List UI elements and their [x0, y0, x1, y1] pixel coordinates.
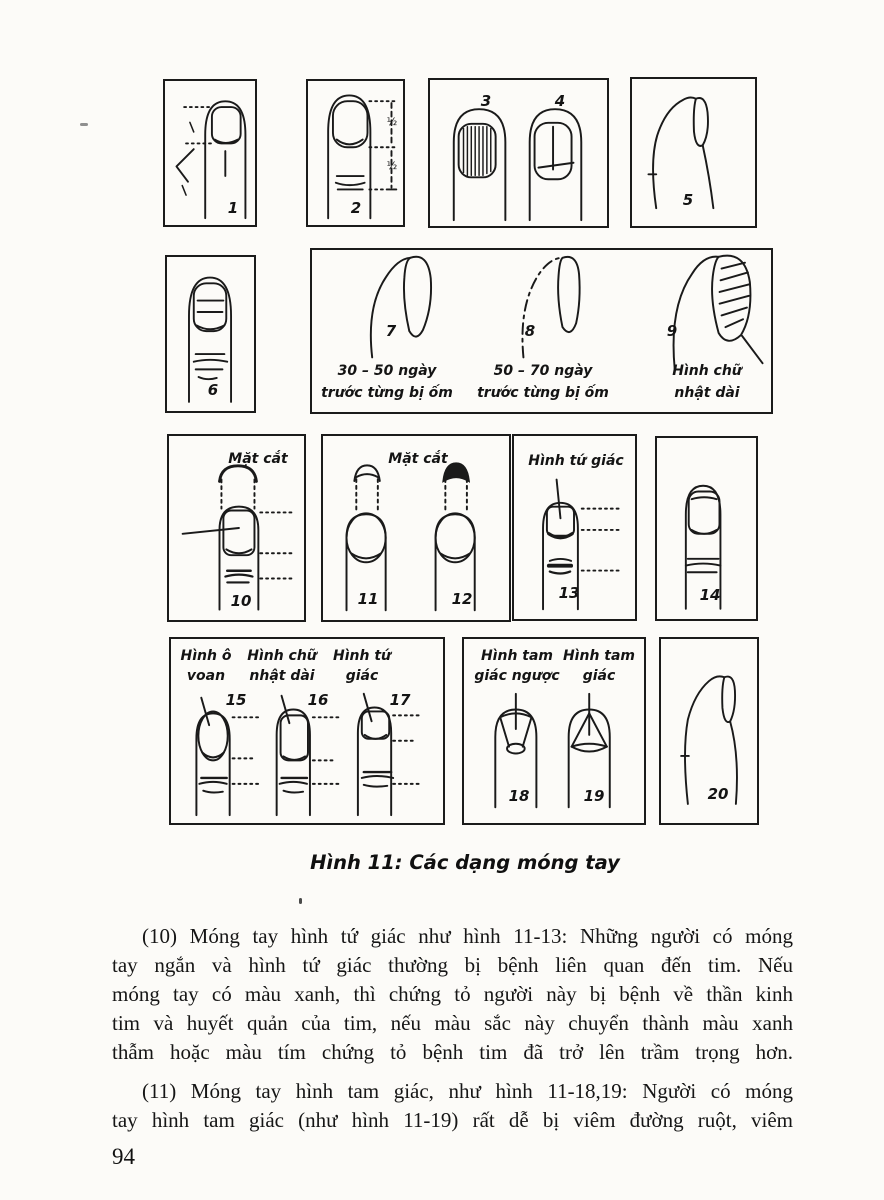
figure-panel-20	[659, 637, 759, 825]
figure-number-7: 7	[385, 322, 397, 340]
figure-label-triangle-line2: giác	[582, 668, 616, 684]
figure-number-9: 9	[666, 322, 678, 340]
figure-panel-7-9	[310, 248, 773, 414]
figure-panel-15-17	[169, 637, 445, 825]
figure-label-oval-line1: Hình ô	[180, 648, 232, 664]
figure-label-8-line1: 50 – 70 ngày	[493, 363, 593, 379]
body-line: móng tay có màu xanh, thì chứng tỏ người này bị bệnh về thần kinh	[112, 982, 793, 1006]
figure-panel-10	[167, 434, 306, 622]
figure-label-long-rect-line2: nhật dài	[249, 668, 315, 684]
body-line: tim và huyết quản của tim, nếu màu sắc này chuyển thành màu xanh	[112, 1011, 793, 1035]
figure-panel-2	[306, 79, 405, 227]
body-line: tay hình tam giác (như hình 11-19) rất dễ bị viêm đường ruột, viêm	[112, 1108, 793, 1132]
figure-number-13: 13	[558, 584, 580, 602]
figure-caption: Hình 11: Các dạng móng tay	[310, 851, 620, 874]
figure-number-1: 1	[227, 199, 239, 217]
figure-label-triangle-line1: Hình tam	[562, 648, 636, 664]
figure-label-9-line2: nhật dài	[674, 385, 740, 401]
figure-panel-5	[630, 77, 757, 228]
figure-panel-3-4	[428, 78, 609, 228]
figure-panel-11-12	[321, 434, 511, 622]
figure-label-quad-line1: Hình tứ	[333, 648, 391, 664]
figure-number-15: 15	[225, 691, 247, 709]
figure-number-2: 2	[350, 199, 362, 217]
figure-number-20: 20	[707, 785, 729, 803]
figure-panel-18-19	[462, 637, 646, 825]
figure-panel-14	[655, 436, 758, 621]
figure-number-16: 16	[307, 691, 329, 709]
figure-label-7-line2: trước từng bị ốm	[321, 385, 453, 401]
figure-label-cross-section-left: Mặt cắt	[228, 451, 288, 467]
paragraph-10	[112, 922, 793, 1067]
scan-speck	[80, 123, 88, 126]
figure-panel-13	[512, 434, 637, 621]
body-line: tay ngắn và hình tứ giác thường bị bệnh liên quan đến tim. Nếu	[112, 953, 793, 977]
figure-label-cross-section-center: Mặt cắt	[388, 451, 448, 467]
body-line: (10) Móng tay hình tứ giác như hình 11-13: Những người có móng	[142, 924, 793, 948]
figure-number-3: 3	[480, 92, 492, 110]
figure-number-17: 17	[389, 691, 411, 709]
figure-label-7-line1: 30 – 50 ngày	[337, 363, 437, 379]
figure-number-14: 14	[699, 586, 721, 604]
figure-label-long-rect-line1: Hình chữ	[247, 648, 317, 664]
figure-label-9-line1: Hình chữ	[672, 363, 742, 379]
figure-panel-6	[165, 255, 256, 413]
figure-number-11: 11	[357, 590, 379, 608]
figure-panel-1	[163, 79, 257, 227]
figure-number-12: 12	[451, 590, 473, 608]
figure-label-quad-line2: giác	[345, 668, 379, 684]
figure-number-18: 18	[508, 787, 530, 805]
figure-number-19: 19	[583, 787, 605, 805]
figure-number-5: 5	[682, 191, 694, 209]
fraction-half-top: ½	[386, 115, 398, 128]
figure-label-quadrilateral: Hình tứ giác	[528, 453, 624, 469]
figure-number-8: 8	[524, 322, 536, 340]
figure-number-10: 10	[230, 592, 252, 610]
paragraph-11	[112, 1077, 793, 1135]
figure-number-4: 4	[554, 92, 566, 110]
body-line: (11) Móng tay hình tam giác, như hình 11-18,19: Người có móng	[142, 1079, 793, 1103]
figure-number-6: 6	[207, 381, 219, 399]
nail-diagram-3-4	[430, 80, 607, 226]
scan-speck	[299, 898, 302, 904]
figure-label-8-line2: trước từng bị ốm	[477, 385, 609, 401]
fraction-half-bottom: ½	[386, 159, 398, 172]
figure-label-inverted-triangle-line2: giác ngược	[474, 668, 560, 684]
figure-label-inverted-triangle-line1: Hình tam	[480, 648, 554, 664]
page-number: 94	[112, 1144, 135, 1169]
figure-label-oval-line2: voan	[186, 668, 226, 684]
body-line: thẫm hoặc màu tím chứng tỏ bệnh tim đã trở lên trầm trọng hơn.	[112, 1040, 793, 1064]
